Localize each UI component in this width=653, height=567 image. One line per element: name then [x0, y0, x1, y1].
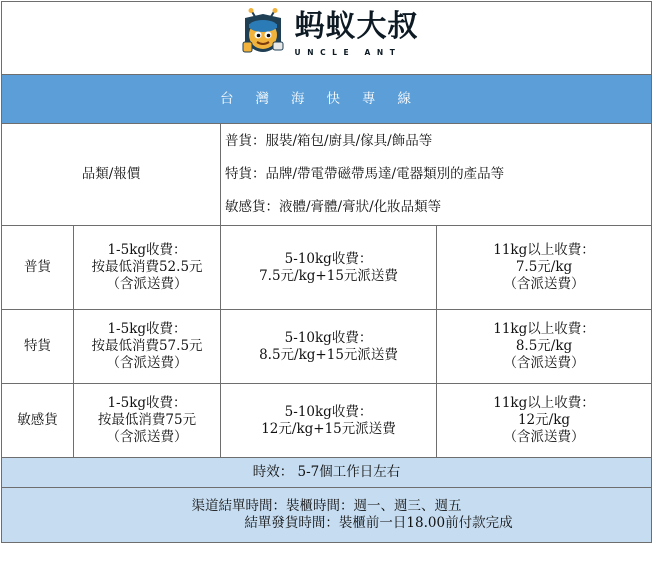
category-label: 品類/報價 [2, 124, 221, 226]
ant-mascot-icon [235, 8, 291, 64]
table-row [2, 226, 652, 310]
tier2-heading: 5-10kg收費： [284, 250, 373, 267]
tier3-note: （含派送費） [503, 276, 585, 292]
category-line-sensitive: 敏感貨：液體/膏體/膏狀/化妝品類等 [225, 199, 442, 215]
tier1-note: （含派送費） [106, 276, 188, 292]
row-name: 特貨 [2, 310, 74, 384]
tier1-note: （含派送費） [106, 429, 188, 445]
tier3-price [437, 226, 652, 310]
page-title: 台灣海快專線 [2, 75, 652, 124]
category-line-general: 普貨：服裝/箱包/廚具/傢具/飾品等 [225, 133, 433, 149]
tier1-note: （含派送費） [106, 355, 188, 371]
tier2-heading: 5-10kg收費： [284, 329, 373, 346]
tier1-amount: 按最低消費75元 [97, 412, 197, 428]
tier3-amount: 12元/kg [517, 412, 571, 428]
tier3-heading: 11kg以上收費： [493, 242, 595, 258]
logo [235, 8, 419, 64]
tier2-amount: 8.5元/kg+15元派送費 [259, 346, 398, 363]
cutoff-note-line: 結單發貨時間：裝櫃前一日18.00前付款完成 [244, 515, 513, 531]
table-row [2, 310, 652, 384]
logo-chinese-name: 蚂蚁大叔 [294, 8, 419, 44]
tier1-amount: 按最低消費57.5元 [91, 338, 203, 354]
tier3-note: （含派送費） [503, 429, 585, 445]
tier2-price [221, 310, 437, 384]
row-name: 普貨 [2, 226, 74, 310]
tier1-price [74, 310, 221, 384]
tier3-amount: 7.5元/kg [515, 259, 573, 275]
category-line-special: 特貨：品牌/帶電帶磁帶馬達/電器類別的產品等 [225, 166, 505, 182]
row-name: 敏感貨 [2, 384, 74, 458]
tier1-price [74, 226, 221, 310]
pricing-table [1, 1, 652, 543]
cutoff-notes [2, 488, 652, 543]
delivery-time: 時效： 5-7個工作日左右 [2, 458, 652, 488]
logo-banner [2, 2, 652, 75]
tier3-amount: 8.5元/kg [515, 338, 573, 354]
tier2-heading: 5-10kg收費： [284, 403, 373, 420]
table-row [2, 384, 652, 458]
tier3-price [437, 310, 652, 384]
category-descriptions [221, 124, 652, 226]
tier1-amount: 按最低消費52.5元 [91, 259, 203, 275]
tier2-amount: 12元/kg+15元派送費 [261, 420, 396, 437]
tier3-note: （含派送費） [503, 355, 585, 371]
tier1-heading: 1-5kg收費： [107, 242, 187, 258]
tier2-price [221, 384, 437, 458]
tier3-heading: 11kg以上收費： [493, 321, 595, 337]
tier2-amount: 7.5元/kg+15元派送費 [259, 267, 398, 284]
tier1-heading: 1-5kg收費： [107, 395, 187, 411]
cutoff-note-line: 渠道結單時間：裝櫃時間：週一、週三、週五 [191, 498, 462, 514]
tier1-heading: 1-5kg收費： [107, 321, 187, 337]
tier1-price [74, 384, 221, 458]
tier3-price [437, 384, 652, 458]
tier3-heading: 11kg以上收費： [493, 395, 595, 411]
tier2-price [221, 226, 437, 310]
logo-english-name: UNCLE ANT [294, 47, 402, 57]
